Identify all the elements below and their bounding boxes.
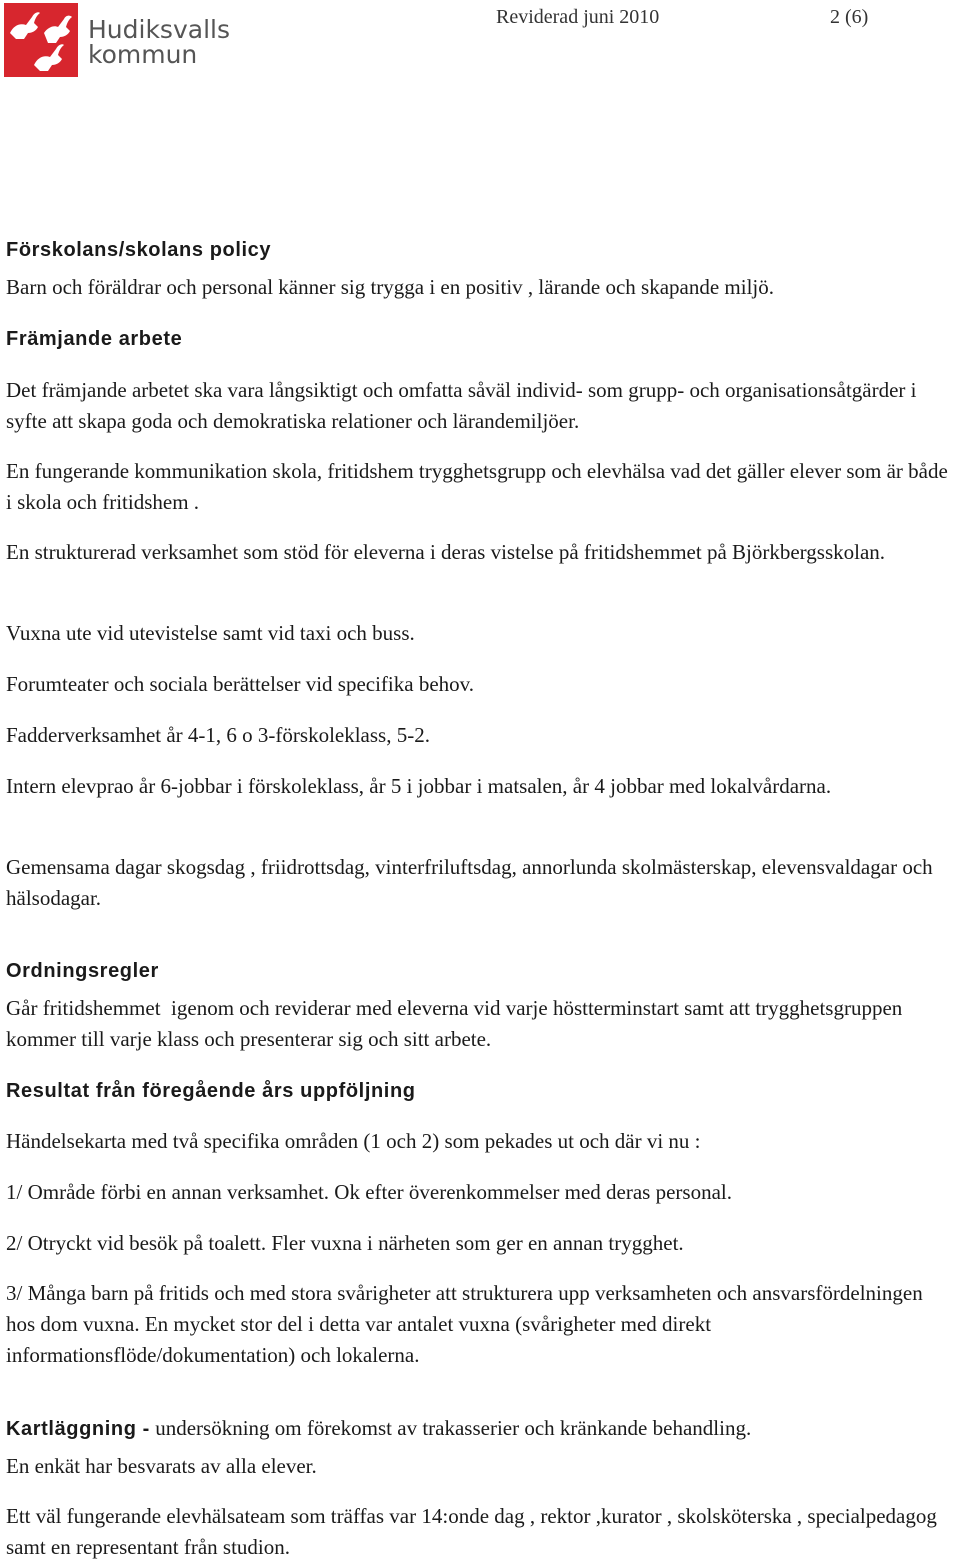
results-paragraph: 2/ Otryckt vid besök på toalett. Fler vuxna i närheten som ger en annan trygghet.: [6, 1231, 684, 1255]
promoting-paragraph: Gemensama dagar skogsdag , friidrottsdag, vinterfriluftsdag, annorlunda skolmästerskap, elevensvaldagar och hälsodagar.: [6, 855, 933, 910]
page-header: [496, 6, 869, 29]
results-paragraph: 1/ Område förbi en annan verksamhet. Ok efter överenkommelser med deras personal.: [6, 1180, 732, 1204]
promoting-paragraph: Intern elevprao år 6-jobbar i förskoleklass, år 5 i jobbar i matsalen, år 4 jobbar med lokalvårdarna.: [6, 774, 832, 798]
rules-text: Går fritidshemmet igenom och reviderar med eleverna vid varje höstterminstart samt att trygghetsgruppen kommer till varje klass och presenterar sig och sitt arbete.: [6, 996, 908, 1051]
promoting-paragraph: Fadderverksamhet år 4-1, 6 o 3-förskoleklass, 5-2.: [6, 723, 430, 747]
survey-paragraph: Ett väl fungerande elevhälsateam som träffas var 14:onde dag , rektor ,kurator , skolsköterska , specialpedagog samt en representant från studion.: [6, 1504, 937, 1559]
logo-line-1: Hudiksvalls: [88, 15, 230, 44]
promoting-paragraph: Vuxna ute vid utevistelse samt vid taxi och buss.: [6, 621, 415, 645]
promoting-paragraph: En fungerande kommunikation skola, fritidshem trygghetsgrupp och elevhälsa vad det gäller elever som är både i skola och fritidshem .: [6, 459, 948, 514]
promoting-paragraph: Forumteater och sociala berättelser vid specifika behov.: [6, 672, 475, 696]
results-paragraph: Händelsekarta med två specifika områden (1 och 2) som pekades ut och där vi nu :: [6, 1129, 701, 1153]
revision-date: Reviderad juni 2010: [496, 6, 660, 28]
survey-line: [6, 1413, 956, 1445]
logo-wordmark: [88, 17, 230, 67]
survey-intro: undersökning om förekomst av trakasserier och kränkande behandling.: [149, 1416, 752, 1440]
promoting-paragraph: En strukturerad verksamhet som stöd för eleverna i deras vistelse på fritidshemmet på Björkbergsskolan.: [6, 540, 886, 564]
municipality-logo: [4, 3, 234, 77]
promoting-heading: Främjande arbete: [6, 328, 183, 350]
logo-line-2: kommun: [88, 40, 198, 69]
survey-paragraph: En enkät har besvarats av alla elever.: [6, 1454, 317, 1478]
promoting-paragraph: Det främjande arbetet ska vara långsiktigt och omfatta såväl individ- som grupp- och organisationsåtgärder i syfte att skapa goda och demokratiska relationer och lärandemiljöer.: [6, 378, 917, 433]
page-number: 2 (6): [830, 6, 869, 28]
policy-text: Barn och föräldrar och personal känner sig trygga i en positiv , lärande och skapande miljö.: [6, 275, 775, 299]
rules-heading: Ordningsregler: [6, 960, 159, 982]
survey-heading: Kartläggning -: [6, 1418, 150, 1440]
results-paragraph: 3/ Många barn på fritids och med stora svårigheter att strukturera upp verksamheten och ansvarsfördelningen hos dom vuxna. En mycket stor del i detta var antalet vuxna (svårigheter med direkt informationsflöde/dokumentation) och lokalerna.: [6, 1281, 923, 1367]
goats-logo-icon: [4, 3, 78, 77]
results-heading: Resultat från föregående års uppföljning: [6, 1080, 416, 1102]
policy-heading: Förskolans/skolans policy: [6, 239, 272, 261]
